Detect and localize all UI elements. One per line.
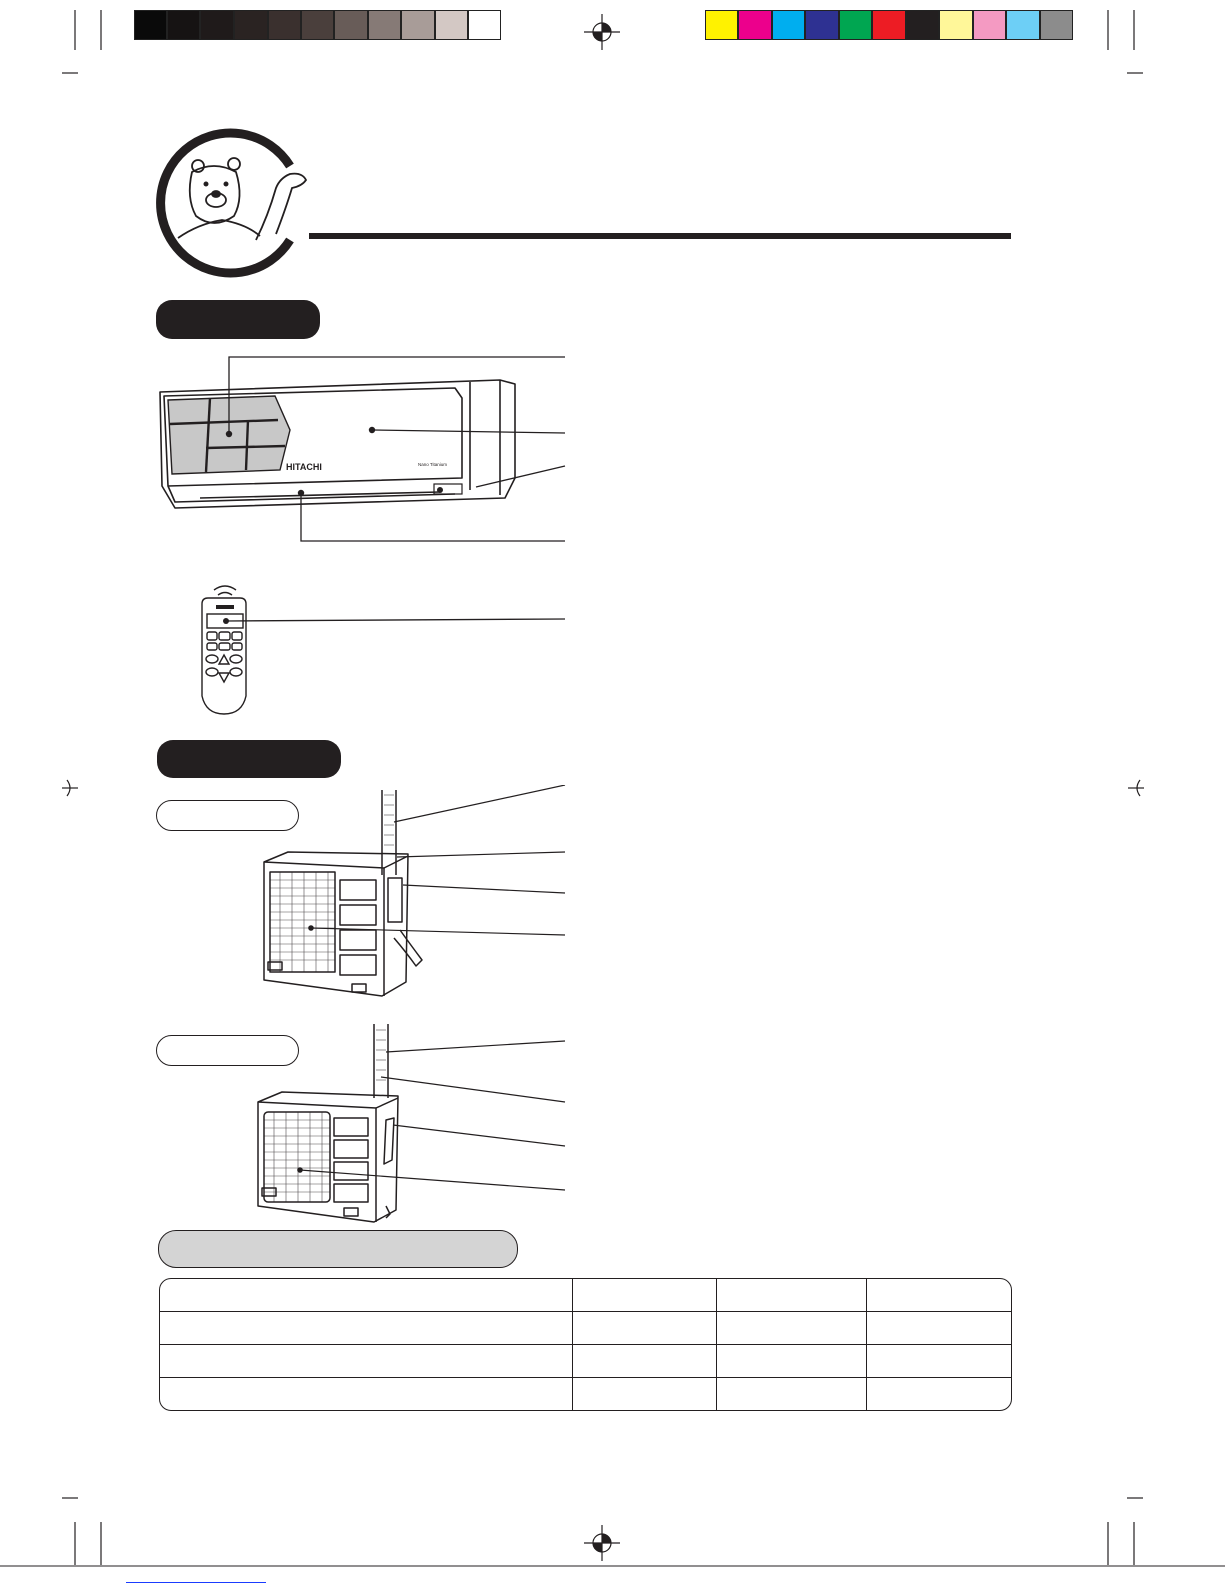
header-rule [309,233,1011,239]
table-cell [573,1378,717,1410]
brand-logo: HITACHI [286,462,322,472]
footer-link[interactable] [126,1568,266,1583]
table-cell [160,1378,573,1410]
specification-heading [158,1230,518,1268]
table-row [160,1345,1011,1378]
table-row [160,1378,1011,1410]
table-cell [573,1345,717,1378]
table-cell [717,1312,867,1345]
nano-logo: Nano Titanium [418,462,448,467]
outdoor-unit-a-illustration [255,785,570,1005]
table-cell [160,1345,573,1378]
indoor-unit-illustration [150,350,580,550]
table-cell [160,1279,573,1312]
specification-table [159,1278,1012,1411]
table-cell [867,1378,1011,1410]
table-cell [867,1312,1011,1345]
table-cell [573,1279,717,1312]
table-cell [867,1279,1011,1312]
table-cell [717,1279,867,1312]
table-cell [160,1312,573,1345]
table-cell [717,1345,867,1378]
table-row [160,1279,1011,1312]
outdoor-unit-b-illustration [255,1018,570,1228]
bear-mascot-icon [152,128,312,280]
table-cell [867,1345,1011,1378]
table-cell [717,1378,867,1410]
remote-controller-illustration [190,574,570,720]
table-cell [573,1312,717,1345]
outdoor-unit-heading [157,740,341,778]
table-row [160,1312,1011,1345]
indoor-unit-heading [156,300,320,339]
